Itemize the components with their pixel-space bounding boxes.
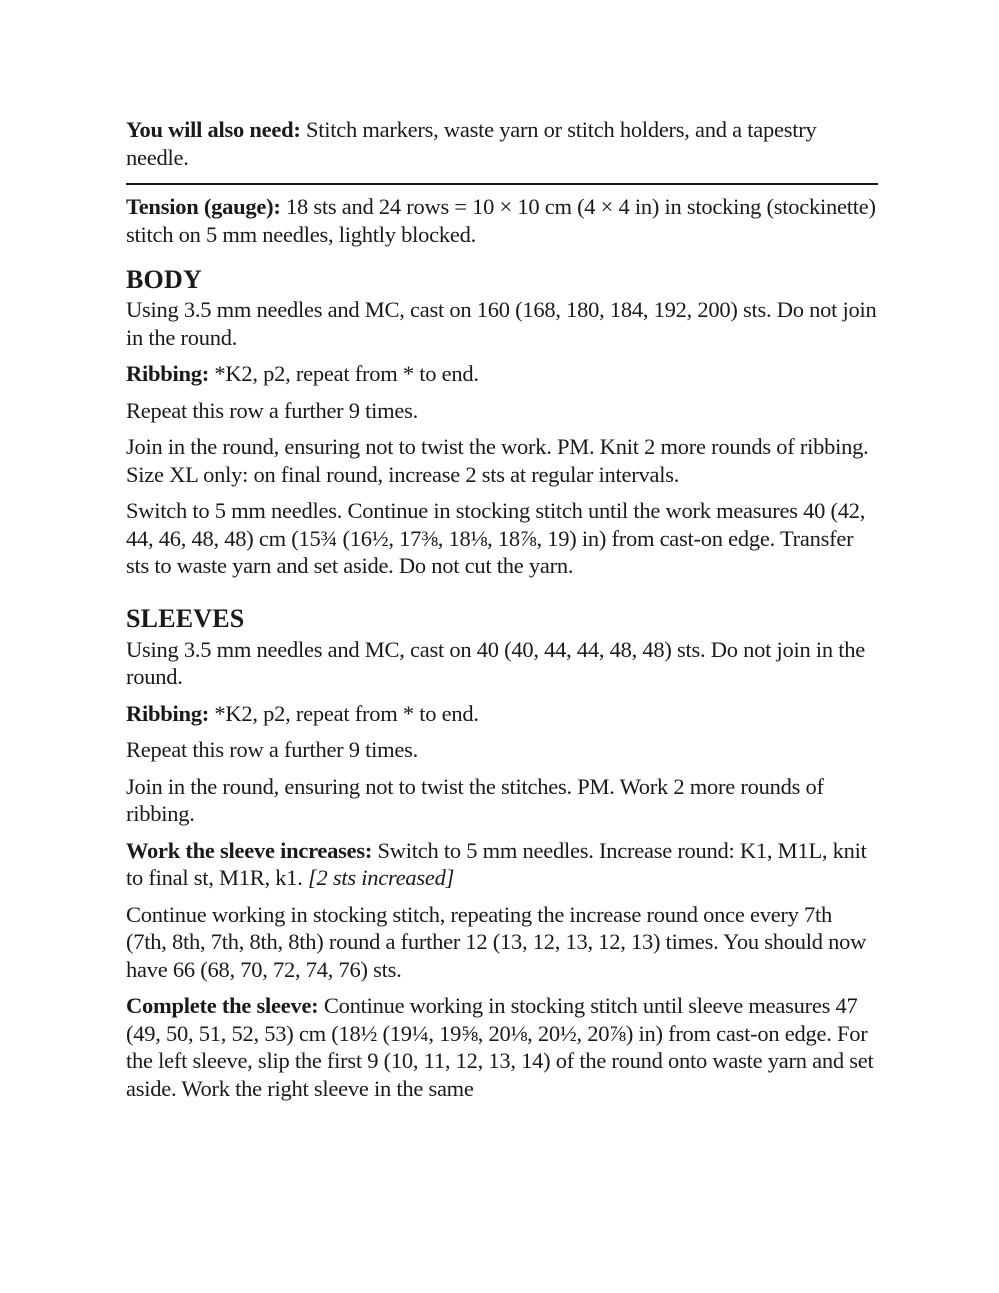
- body-ribbing-paragraph: [126, 360, 878, 388]
- sleeves-increases-text: Switch to 5 mm needles. Increase round: K1, M1L, knit to final st, M1R, k1.: [126, 837, 867, 890]
- materials-text: Stitch markers, waste yarn or stitch holders, and a tapestry needle.: [126, 117, 817, 170]
- body-ribbing-text: *K2, p2, repeat from * to end.: [209, 361, 479, 386]
- materials-paragraph: [126, 116, 878, 171]
- sleeves-ribbing-text: *K2, p2, repeat from * to end.: [209, 700, 479, 726]
- sleeves-ribbing-paragraph: [126, 700, 878, 728]
- pattern-page: [126, 116, 878, 1102]
- body-repeat: Repeat this row a further 9 times.: [126, 397, 419, 423]
- tension-label: Tension (gauge):: [126, 194, 281, 219]
- sleeves-increases-note: [2 sts increased]: [308, 865, 455, 890]
- sleeves-increases-paragraph: [126, 837, 878, 892]
- body-heading: BODY: [126, 265, 202, 294]
- body-switch: Switch to 5 mm needles. Continue in stocking stitch until the work measures 40 (42, 44, 46, 48, 48) cm (15¾ (16½, 17⅜, 18⅛, 18⅞, 19) in) from cast-on edge. Transfer sts to waste yarn and set aside. Do not cut the yarn.: [126, 498, 866, 578]
- sleeves-cast-on: Using 3.5 mm needles and MC, cast on 40 (40, 44, 44, 48, 48) sts. Do not join in the round.: [126, 636, 865, 689]
- sleeves-complete-label: Complete the sleeve:: [126, 993, 319, 1018]
- sleeves-repeat: Repeat this row a further 9 times.: [126, 737, 419, 762]
- body-cast-on: Using 3.5 mm needles and MC, cast on 160 (168, 180, 184, 192, 200) sts. Do not join in the round.: [126, 297, 877, 350]
- body-join: Join in the round, ensuring not to twist the work. PM. Knit 2 more rounds of ribbing. Size XL only: on final round, increase 2 sts at regular intervals.: [126, 434, 869, 487]
- sleeves-join: Join in the round, ensuring not to twist the stitches. PM. Work 2 more rounds of ribbing.: [126, 773, 824, 826]
- section-divider: [126, 183, 878, 185]
- materials-label: You will also need:: [126, 117, 301, 142]
- tension-text: 18 sts and 24 rows = 10 × 10 cm (4 × 4 in) in stocking (stockinette) stitch on 5 mm needles, lightly blocked.: [126, 194, 876, 247]
- sleeves-increases-label: Work the sleeve increases:: [126, 837, 373, 863]
- sleeves-complete-text: Continue working in stocking stitch until sleeve measures 47 (49, 50, 51, 52, 53) cm (18½ (19¼, 19⅝, 20⅛, 20½, 20⅞) in) from cast-on edge. For the left sleeve, slip the first 9 (10, 11, 12, 13, 14) of the round onto waste yarn and set aside. Work the right sleeve in the same: [126, 993, 874, 1101]
- body-ribbing-label: Ribbing:: [126, 361, 210, 386]
- tension-paragraph: [126, 193, 878, 248]
- sleeves-continue: Continue working in stocking stitch, repeating the increase round once every 7th (7th, 8th, 7th, 8th, 8th) round a further 12 (13, 12, 13, 12, 13) times. You should now have 66 (68, 70, 72, 74, 76) sts.: [126, 901, 867, 982]
- sleeves-heading: SLEEVES: [126, 603, 245, 633]
- sleeves-ribbing-label: Ribbing:: [126, 700, 210, 726]
- sleeves-complete-paragraph: [126, 992, 878, 1102]
